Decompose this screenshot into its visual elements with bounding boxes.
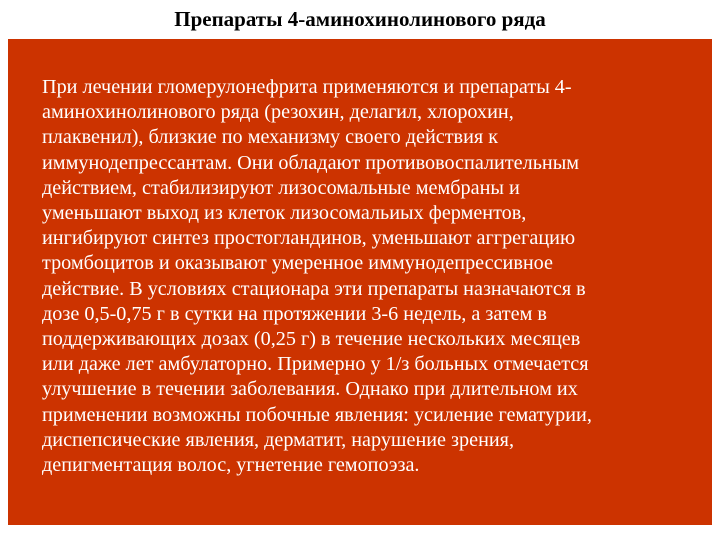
- body-line: иммунодепрессантам. Они обладают противовоспалительным: [42, 151, 580, 174]
- body-line: При лечении гломерулонефрита применяются и препараты 4-: [42, 76, 572, 98]
- body-line: аминохинолинового ряда (резохин, делагил, хлорохин,: [42, 101, 514, 124]
- body-line: действием, стабилизируют лизосомальные мембраны и: [42, 176, 520, 199]
- body-line: уменьшают выход из клеток лизосомальиых ферментов,: [42, 202, 527, 225]
- body-line: действие. В условиях стационара эти препараты назначаются в: [42, 277, 586, 300]
- body-line: диспепсические явления, дерматит, нарушение зрения,: [42, 428, 515, 451]
- body-line: ингибируют синтез простогландинов, уменьшают аггрегацию: [42, 227, 576, 250]
- body-line: улучшение в течении заболевания. Однако при длительном их: [42, 378, 578, 401]
- body-line: депигментация волос, угнетение гемопоэза.: [42, 454, 420, 477]
- body-line: плаквенил), близкие по механизму своего действия к: [42, 126, 499, 149]
- slide-title: Препараты 4-аминохинолинового ряда: [174, 7, 546, 31]
- body-line: дозе 0,5-0,75 г в сутки на протяжении 3-6 недель, а затем в: [42, 302, 547, 325]
- body-line: тромбоцитов и оказывают умеренное иммунодепрессивное: [42, 252, 553, 275]
- body-line: применении возможны побочные явления: усиление гематурии,: [42, 403, 592, 426]
- body-paragraph: [42, 75, 706, 478]
- body-line: или даже лет амбулаторно. Примерно у 1/з больных отмечается: [42, 353, 589, 376]
- body-line: поддерживающих дозах (0,25 г) в течение нескольких месяцев: [42, 328, 581, 351]
